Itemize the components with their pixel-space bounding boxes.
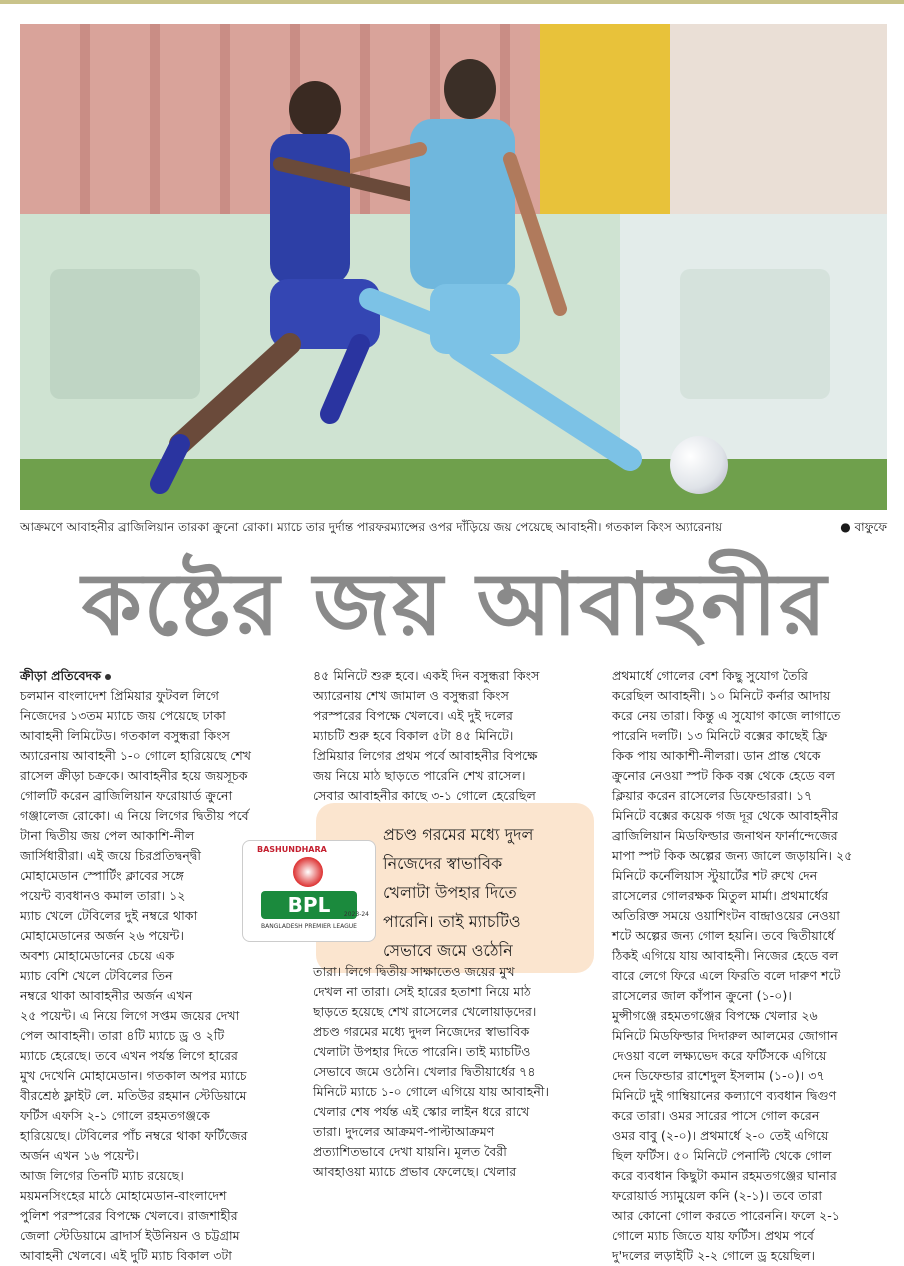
byline-line [20,666,305,686]
photo-caption [20,518,887,536]
byline-dot-icon [105,674,111,680]
column-2-top-text: ৪৫ মিনিটে শুরু হবে। একই দিন বসুন্ধরা কিংস অ্যারেনায় শেখ জামাল ও বসুন্ধরা কিংস পরস্পরের বিপক্ষে খেলবে। এই দুই দলের ম্যাচটি শুরু হবে বিকাল ৫টা ৪৫ মিনিটে। প্রিমিয়ার লিগের প্রথম পর্বে আবাহনীর বিপক্ষে জয় নিয়ে মাঠ ছাড়তে পারেনি শেখ রাসেল। সেবার আবাহনীর কাছে ৩-১ গোলে হেরেছিল [313,668,540,803]
headline: কষ্টের জয় আবাহনীর [81,555,829,655]
player-light-blue [350,39,670,479]
pullquote-text: প্রচণ্ড গরমের মধ্যে দুদল নিজেদের স্বাভাবিক খেলাটা উপহার দিতে পারেনি। তাই ম্যাচটিও সেভাবে জমে ওঠেনি [383,825,534,960]
column-1 [20,666,305,1266]
bpl-subtitle: BANGLADESH PREMIER LEAGUE [261,923,357,930]
bpl-logo [242,840,376,942]
football [670,436,728,494]
column-1-text: চলমান বাংলাদেশ প্রিমিয়ার ফুটবল লিগে নিজেদের ১৩তম ম্যাচে জয় পেয়েছে ঢাকা আবাহনী লিমিটেড। গতকাল বসুন্ধরা কিংস অ্যারেনায় আবাহনী ১-০ গোলে হারিয়েছে শেখ রাসেল ক্রীড়া চক্রকে। আবাহনীর হয়ে জয়সূচক গোলটি করেন ব্রাজিলিয়ান ফরোয়ার্ড ক্রুনো গঞ্জালেজ রোকো। এ নিয়ে লিগের দ্বিতীয় পর্বে টানা দ্বিতীয় জয় পেল আকাশি-নীল জার্সিধারীরা। এই জয়ে চিরপ্রতিদ্বন্দ্বী মোহামেডান স্পোর্টিং ক্লাবের সঙ্গে পয়েন্ট ব্যবধানও কমাল তারা। ১২ ম্যাচ খেলে টেবিলের দুই নম্বরে থাকা মোহামেডানের অর্জন ২৬ পয়েন্ট। অবশ্য মোহামেডানের চেয়ে এক ম্যাচ বেশি খেলে টেবিলের তিন নম্বরে থাকা আবাহনীর অর্জন এখন ২৫ পয়েন্ট। এ নিয়ে লিগে সপ্তম জয়ের দেখা পেল আবাহনী। তারা ৪টি ম্যাচে ড্র ও ২টি ম্যাচে হেরেছে। তবে এখন পর্যন্ত লিগে হারের মুখ দেখেনি মোহামেডান। গতকাল অপর ম্যাচে বীরশ্রেষ্ঠ ফ্লাইট লে. মতিউর রহমান স্টেডিয়ামে ফর্টিস এফসি ২-১ গোলে রহমতগঞ্জকে হারিয়েছে। টেবিলের পাঁচ নম্বরে থাকা ফর্টিজের অর্জন এখন ১৬ পয়েন্ট। আজ লিগের তিনটি ম্যাচ রয়েছে। ময়মনসিংহের মাঠে মোহামেডান-বাংলাদেশ পুলিশ পরস্পরের বিপক্ষে খেলবে। রাজশাহীর জেলা স্টেডিয়ামে ব্রাদার্স ইউনিয়ন ও চট্টগ্রাম আবাহনী খেলবে। এই দুটি ম্যাচ বিকাল ৩টা [20,688,252,1263]
match-photo [20,24,887,510]
bpl-season: 2023-24 [343,911,369,918]
bpl-brand: BASHUNDHARA [257,845,327,854]
bpl-badge: BPL [261,891,357,919]
column-2-bottom [313,962,605,1182]
top-rule [0,0,904,4]
stadium-wall [670,24,887,214]
caption-text: আক্রমণে আবাহনীর ব্রাজিলিয়ান তারকা ক্রুনো রোকা। ম্যাচে তার দুর্দান্ত পারফরম্যান্সের ওপর দাঁড়িয়ে জয় পেয়েছে আবাহনী। গতকাল কিংস অ্যারেনায় [20,520,723,534]
column-3 [612,666,902,1266]
sponsor-logo-right [680,269,830,399]
column-2-top [313,666,605,806]
football-icon [293,857,323,887]
column-3-text: প্রথমার্ধে গোলের বেশ কিছু সুযোগ তৈরি করেছিল আবাহনী। ১০ মিনিটে কর্নার আদায় করে নেয় তারা। কিন্তু এ সুযোগ কাজে লাগাতে পারেনি দলটি। ১৩ মিনিটে বক্সের কাছেই ফ্রি কিক পায় আকাশী-নীলরা। ডান প্রান্ত থেকে ক্রুনোর নেওয়া স্পট কিক বক্স থেকে হেডে বল ক্লিয়ার করেন রাসেলের ডিফেন্ডাররা। ১৭ মিনিটে বক্সের কয়েক গজ দূর থেকে আবাহনীর ব্রাজিলিয়ান মিডফিল্ডার জনাথন ফার্নান্দেজের মাপা স্পট কিক অল্পের জন্য জালে জড়ায়নি। ২৫ মিনিটে কর্নেলিয়াস স্টুয়ার্টের শট রুখে দেন রাসেলের গোলরক্ষক মিতুল মার্মা। প্রথমার্ধের অতিরিক্ত সময়ে ওয়াশিংটন বান্দ্রাওয়ের নেওয়া শটে অল্পের জন্য গোল হয়নি। তবে দ্বিতীয়ার্ধে ঠিকই এগিয়ে যায় আবাহনী। নিজের হেডে বল বারে লেগে ফিরে এলে ফিরতি বলে দারুণ শটে রাসেলের জাল কাঁপান ক্রুনো (১-০)। মুন্সীগঞ্জে রহমতগঞ্জের বিপক্ষে খেলার ২৬ মিনিটে মিডফিল্ডার দিদারুল আলমের জোগান দেওয়া বলে লক্ষ্যভেদ করে ফর্টিসকে এগিয়ে দেন ডিফেন্ডার রাশেদুল ইসলাম (১-০)। ৩৭ মিনিটে দুই গাম্বিয়ানের কল্যাণে ব্যবধান দ্বিগুণ করে তারা। ওমর সারের পাসে গোল করেন ওমর বাবু (২-০)। প্রথমার্ধে ২-০ তেই এগিয়ে ছিল ফর্টিস। ৫০ মিনিটে পেনাল্টি থেকে গোল করে ব্যবধান কিছুটা কমান রহমতগঞ্জের ঘানার ফরোয়ার্ড স্যামুয়েল কনি (২-১)। তবে তারা আর কোনো গোল করতে পারেননি। ফলে ২-১ গোলে ম্যাচ জিতে যায় ফর্টিস। প্রথম পর্বে দু'দলের লড়াইটি ২-২ গোলে ড্র হয়েছিল। [612,668,853,1263]
photo-credit: ● বাফুফে [840,520,887,534]
byline: ক্রীড়া প্রতিবেদক [20,668,102,683]
column-2-bottom-text: তারা। লিগে দ্বিতীয় সাক্ষাতেও জয়ের মুখ দেখল না তারা। সেই হারের হতাশা নিয়ে মাঠ ছাড়তে হয়েছে শেখ রাসেলের খেলোয়াড়দের। প্রচণ্ড গরমের মধ্যে দুদল নিজেদের স্বাভাবিক খেলাটা উপহার দিতে পারেনি। তাই ম্যাচটিও সেভাবে জমে ওঠেনি। খেলার দ্বিতীয়ার্ধের ৭৪ মিনিটে ম্যাচে ১-০ গোলে এগিয়ে যায় আবাহনী। খেলার শেষ পর্যন্ত এই স্কোর লাইন ধরে রাখে তারা। দুদলের আক্রমণ-পাল্টাআক্রমণ প্রত্যাশিতভাবে দেখা যায়নি। মূলত বৈরী আবহাওয়া ম্যাচে প্রভাব ফেলেছে। খেলার [313,964,550,1179]
